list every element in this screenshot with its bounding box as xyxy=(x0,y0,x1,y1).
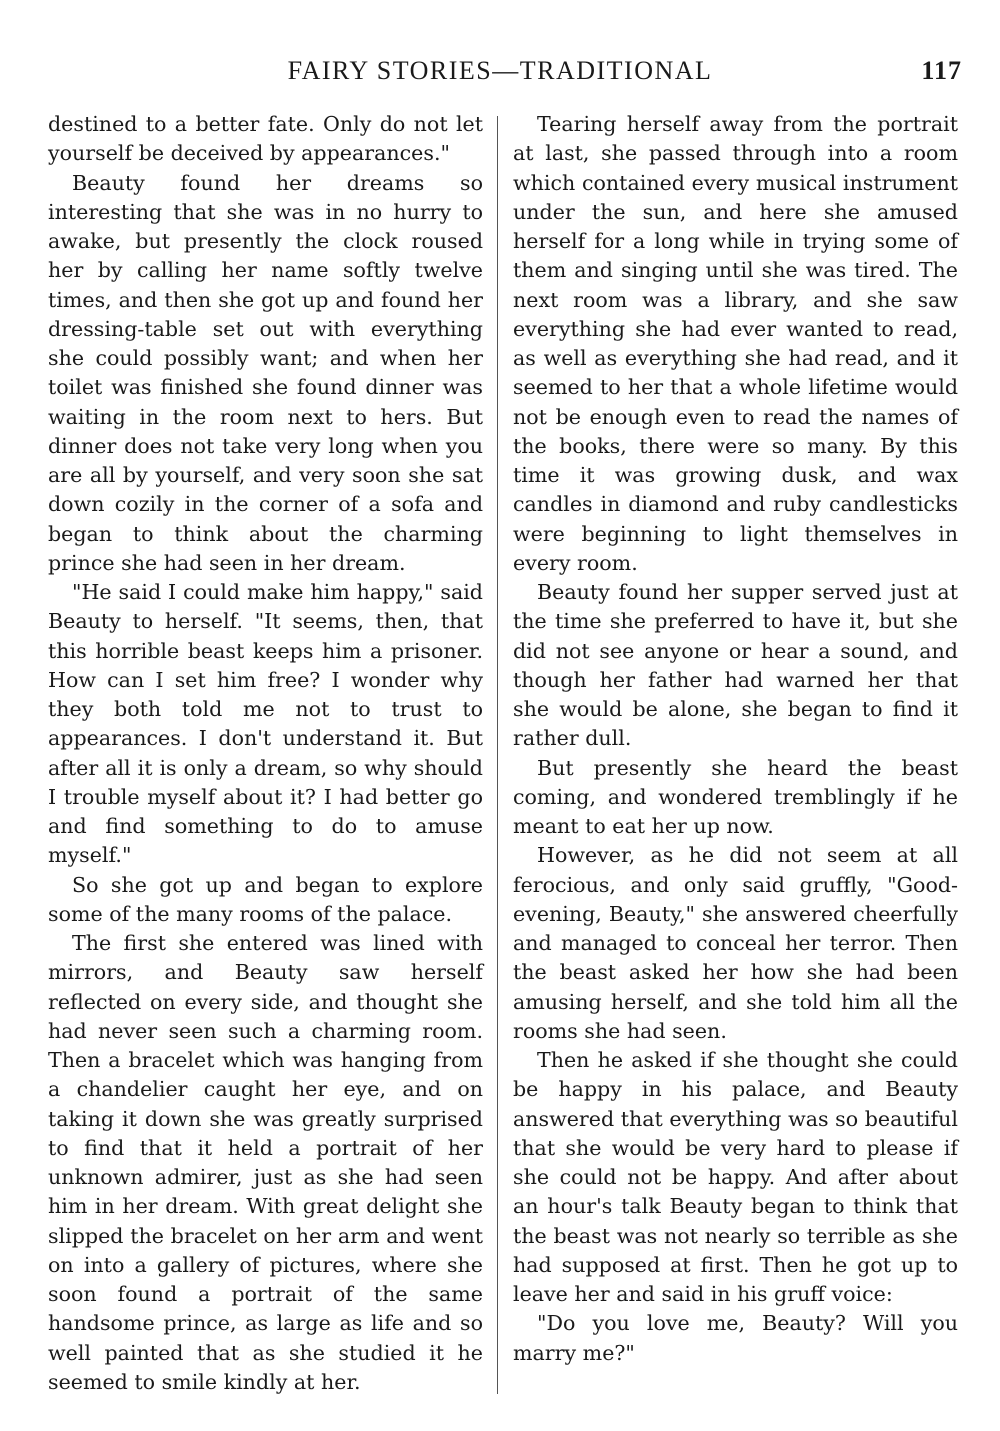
paragraph: Beauty found her supper served just at the time she preferred to have it, but she did not see anyone or hear a sound, and though her father had warned her that she would be alone, she began to find it rather dull. xyxy=(513,580,958,751)
running-title: FAIRY STORIES—TRADITIONAL xyxy=(287,56,713,85)
paragraph: The first she entered was lined with mirrors, and Beauty saw herself reflected on every side, and thought she had never seen such a charming room. Then a bracelet which was hanging from a chandelier caught her eye, and on taking it down she was greatly surprised to find that it held a portrait of her unknown admirer, just as she had seen him in her dream. With great delight she slipped the bracelet on her arm and went on into a gallery of pictures, where she soon found a portrait of the same handsome prince, as large as life and so well painted that as she studied it he seemed to smile kindly at her. xyxy=(48,931,483,1394)
paragraph: So she got up and began to explore some of the many rooms of the palace. xyxy=(48,872,483,926)
left-column xyxy=(48,110,483,1397)
paragraph: "Do you love me, Beauty? Will you marry me?" xyxy=(513,1311,958,1365)
paragraph: Then he asked if she thought she could be happy in his palace, and Beauty answered that everything was so beautiful that she would be very hard to please if she could not be happy. And after about an hour's talk Beauty began to think that the beast was not nearly so terrible as she had supposed at first. Then he got up to leave her and said in his gruff voice: xyxy=(513,1048,958,1306)
page-number: 117 xyxy=(921,56,962,85)
paragraph: But presently she heard the beast coming, and wondered tremblingly if he meant to eat her up now. xyxy=(513,755,958,838)
paragraph: Tearing herself away from the portrait at last, she passed through into a room which contained every musical instrument under the sun, and here she amused herself for a long while in trying some of them and singing until she was tired. The next room was a library, and she saw everything she had ever wanted to read, as well as everything she had read, and it seemed to her that a whole lifetime would not be enough even to read the names of the books, there were so many. By this time it was growing dusk, and wax candles in diamond and ruby candlesticks were beginning to light themselves in every room. xyxy=(513,112,958,575)
right-column xyxy=(513,110,958,1368)
paragraph: "He said I could make him happy," said Beauty to herself. "It seems, then, that this horrible beast keeps him a prisoner. How can I set him free? I wonder why they both told me not to trust to appearances. I don't understand it. But after all it is only a dream, so why should I trouble myself about it? I had better go and find something to do to amuse myself." xyxy=(48,580,483,868)
column-divider xyxy=(497,116,498,1394)
paragraph: Beauty found her dreams so interesting that she was in no hurry to awake, but presently the clock roused her by calling her name softly twelve times, and then she got up and found her dressing-table set out with everything she could possibly want; and when her toilet was finished she found dinner was waiting in the room next to hers. But dinner does not take very long when you are all by yourself, and very soon she sat down cozily in the corner of a sofa and began to think about the charming prince she had seen in her dream. xyxy=(48,170,483,575)
paragraph: destined to a better fate. Only do not let yourself be deceived by appearances." xyxy=(48,112,483,166)
paragraph: However, as he did not seem at all ferocious, and only said gruffly, "Good-evening, Beauty," she answered cheerfully and managed to conceal her terror. Then the beast asked her how she had been amusing herself, and she told him all the rooms she had seen. xyxy=(513,843,958,1043)
running-head xyxy=(0,56,1000,86)
